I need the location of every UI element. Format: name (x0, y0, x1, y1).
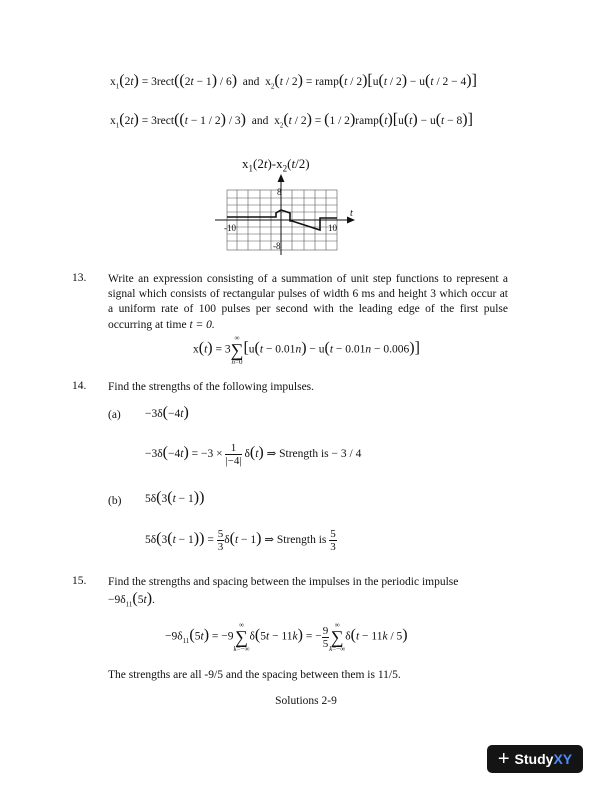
q14-a-expression: −3δ(−4t) (145, 404, 189, 421)
figure-title: $x_1(2t)-x_2(t/2)$ (242, 156, 310, 174)
studyxy-badge[interactable] (487, 745, 583, 773)
q14-text: Find the strengths of the following impulses. (108, 381, 315, 393)
badge-brand-accent: XY (553, 751, 573, 767)
q15-body: Find the strengths and spacing between the impulses in the periodic impulse (108, 576, 459, 588)
equation-line-1: $x_1(2t)$ = 3rect((2t − 1) / 6) and $x_2(t / 2)$ = ramp(t / 2)[u(t / 2) − u(t / 2 − 4)] (110, 72, 477, 91)
q13-tail: t = 0. (189, 318, 215, 331)
q13-solution: x(t) = 3∞ ∑ n=0[u(t − 0.01n) − u(t − 0.01n − 0.006)] (193, 334, 420, 366)
and-word-1: and (242, 76, 260, 88)
q13-text (108, 272, 508, 333)
y-top-label: 8 (277, 187, 282, 197)
page-footer: Solutions 2-9 (275, 695, 337, 707)
q14-a-result: ⇒ Strength is − 3 / 4 (266, 448, 362, 461)
axis-t-label: t (350, 208, 353, 219)
q14-b-result: ⇒ Strength is (264, 534, 327, 547)
q15-solution: $-9\delta_{11}(5t) = -9\infty$ ∑ k=−∞δ(5t − 11k) = − $\frac{9}{5}$ ∞ ∑ k=−∞δ(t − 11k / 5) (165, 621, 408, 653)
plus-icon: + (497, 748, 510, 770)
y-axis-arrow (278, 174, 285, 182)
q14-b-expression: 5δ(3(t − 1)) (145, 489, 205, 506)
y-bottom-label: -8 (273, 241, 281, 251)
q15-text (108, 575, 508, 590)
q13-body: Write an expression consisting of a summation of unit step functions to represent a signal which consists of rectangular pulses of width 6 ms and height 3 which occur at a uniform rate of 100 pulses per second with the leading edge of the first pulse occurring at time (108, 273, 508, 331)
x-left-label: -10 (224, 223, 236, 233)
badge-brand: Study (514, 751, 554, 767)
q13-number: 13. (72, 272, 87, 284)
signal-plot (210, 170, 360, 260)
q14-a-solution: −3δ(−4t) = −3 × $\frac{1}{|-4|}$ δ(t) ⇒ Strength is − 3 / 4 (145, 442, 362, 467)
q14-a-label: (a) (108, 409, 121, 421)
and-word-2: and (251, 115, 269, 127)
equation-line-2: $x_1(2t)$ = 3rect((t − 1 / 2) / 3) and $x_2(t / 2) = (1$ / 2)ramp(t)[u(t) − u(t − 8)] (110, 111, 473, 130)
q14-number: 14. (72, 380, 87, 392)
q15-impulse: $-9\delta_{11}(5t)$. (108, 590, 155, 609)
q14-b-solution: 5δ(3(t − 1)) = $\frac{5}{3}$ δ(t − 1) ⇒ Strength is $\frac{5}{3}$ (145, 528, 336, 553)
q14-b-label: (b) (108, 495, 122, 507)
q15-number: 15. (72, 575, 87, 587)
q15-answer: The strengths are all -9/5 and the spacing between them is 11/5. (108, 669, 401, 681)
x-right-label: 10 (328, 223, 337, 233)
